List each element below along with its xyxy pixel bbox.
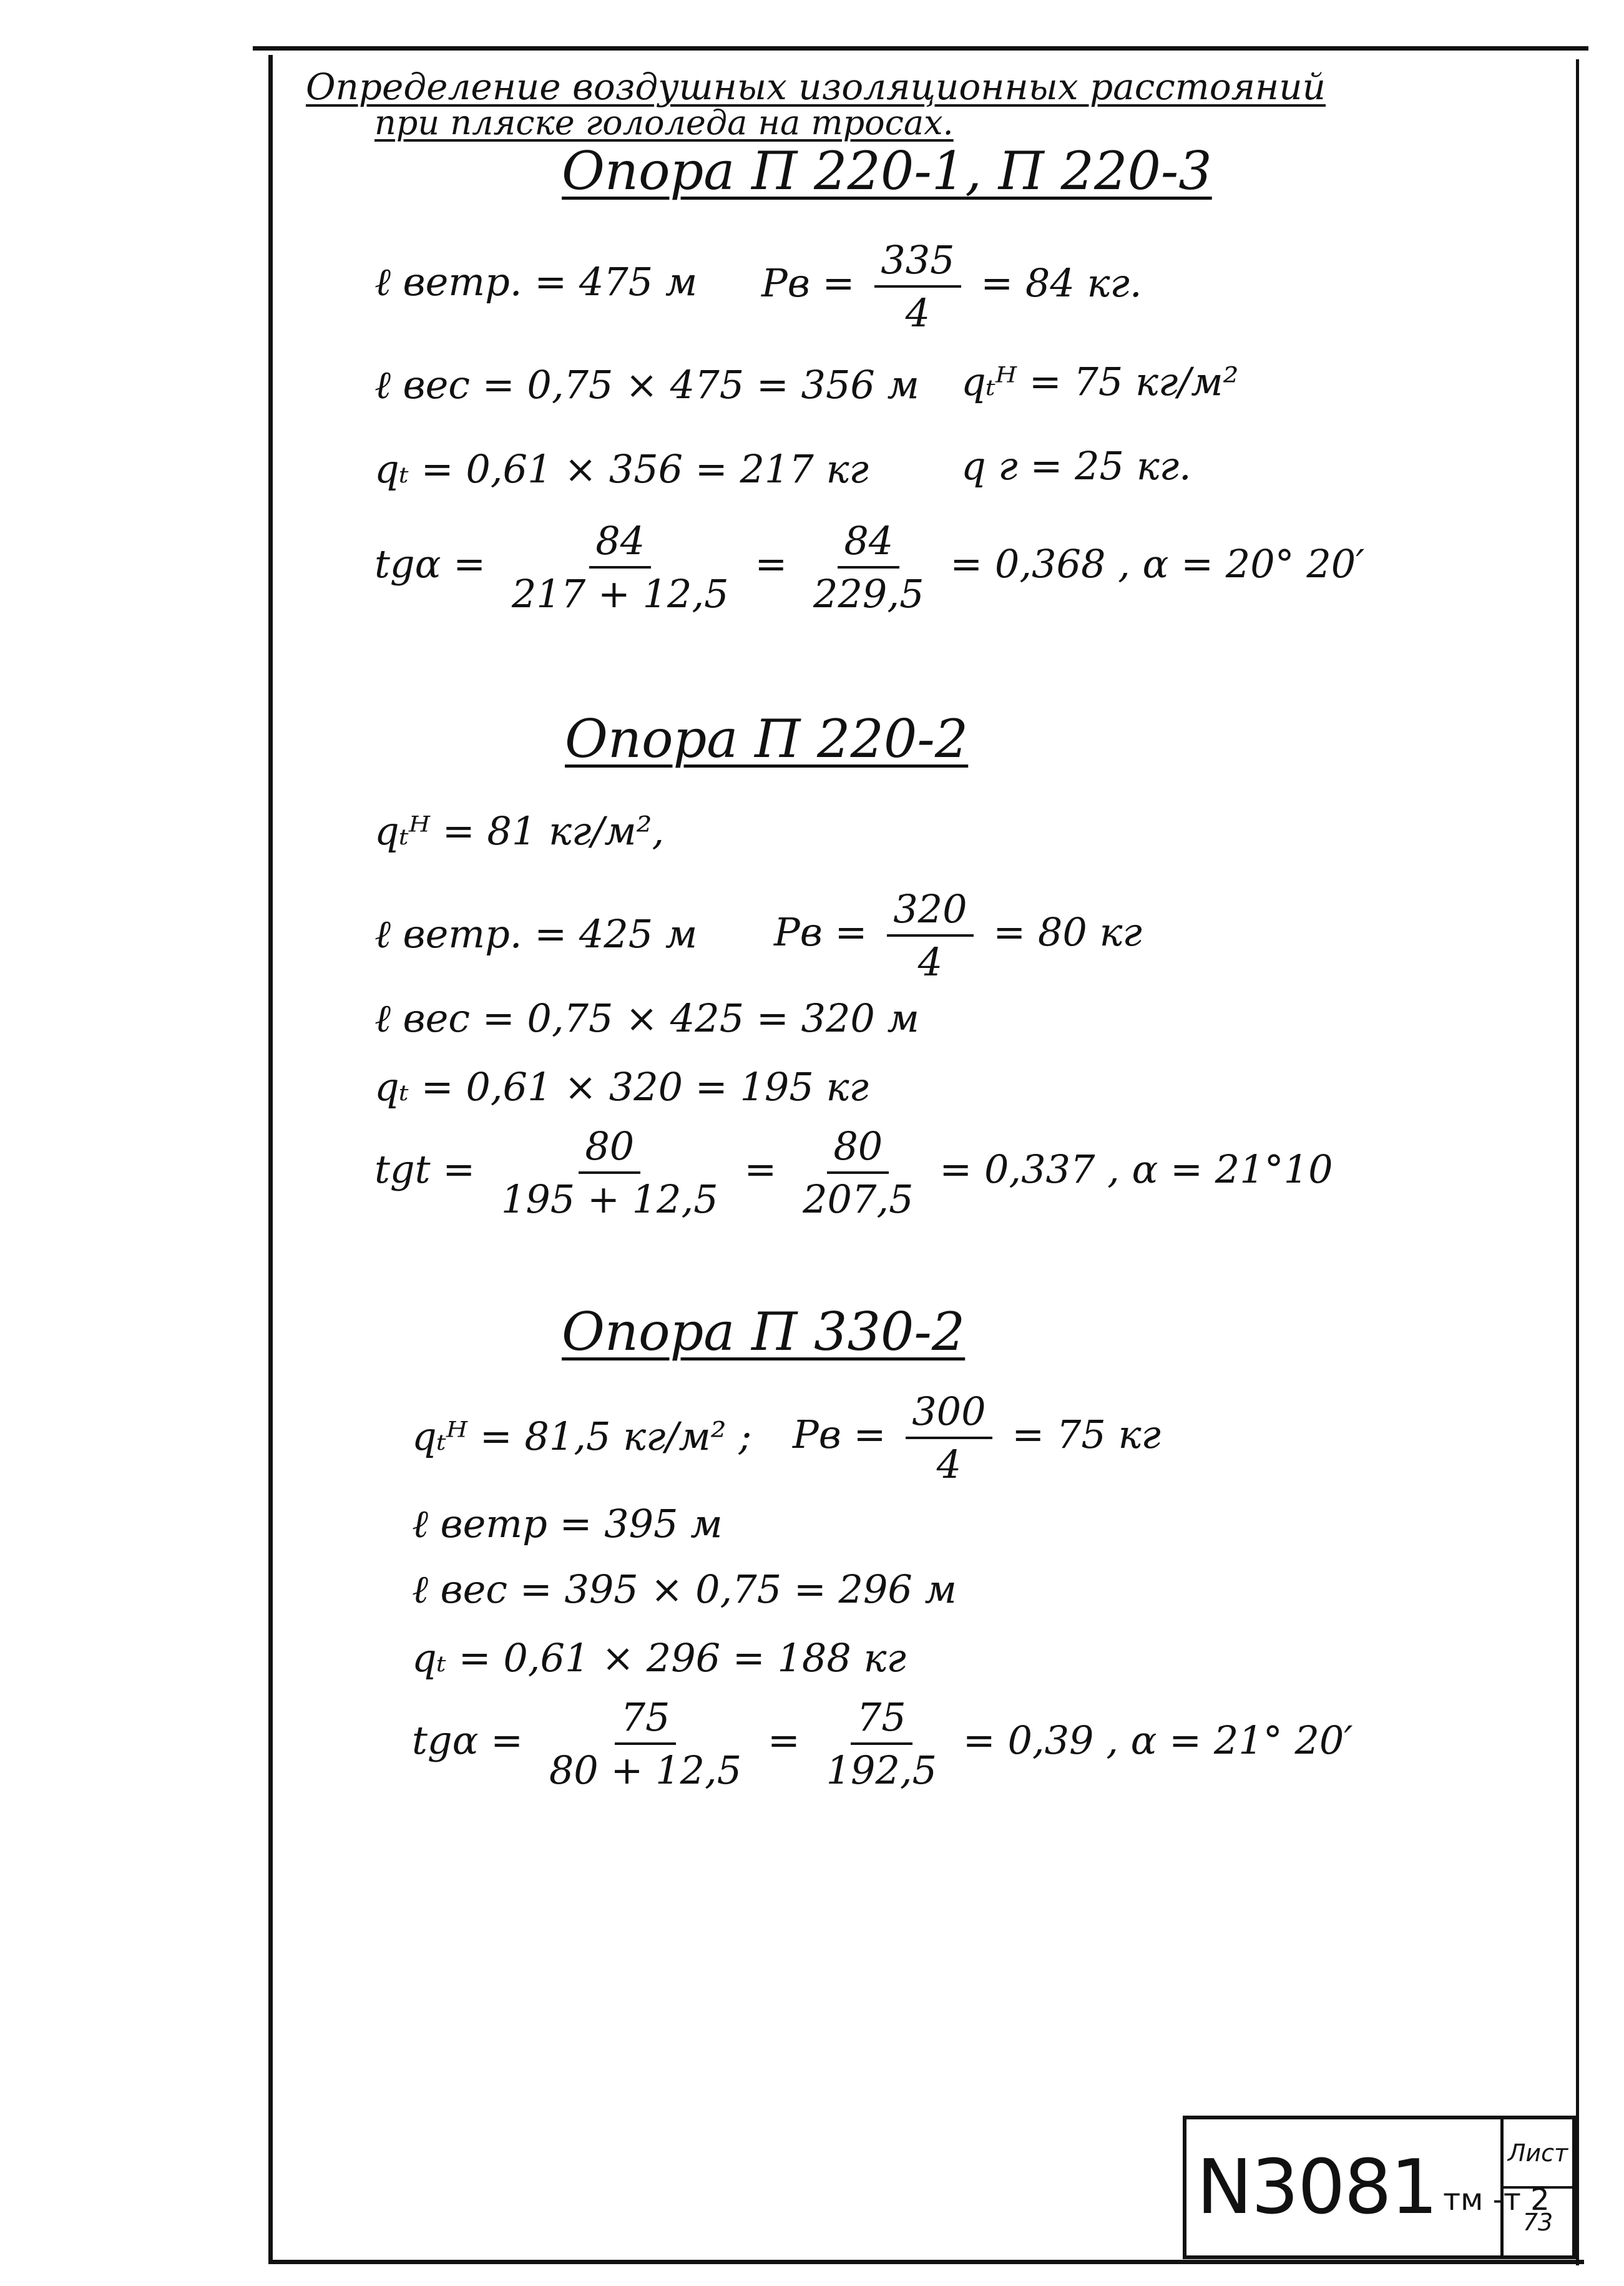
equals-sign: = <box>744 1146 777 1193</box>
equals-sign: = <box>767 1717 800 1764</box>
section1-p-fraction <box>874 237 961 336</box>
section3-p-den: 4 <box>936 1442 962 1487</box>
document-stamp <box>1183 2116 1576 2259</box>
section1-q-t: qₜ = 0,61 × 356 = 217 кг <box>374 446 869 492</box>
sheet-label: Лист <box>1504 2119 1572 2189</box>
section3-tg-den1: 80 + 12,5 <box>549 1747 742 1793</box>
section2-l-weight: ℓ вес = 0,75 × 425 = 320 м <box>374 995 919 1041</box>
section2-tg-den1: 195 + 12,5 <box>501 1176 718 1222</box>
section2-tg-fraction-2 <box>796 1123 920 1222</box>
section3-heading: Опора П 330-2 <box>562 1301 966 1362</box>
section2-tg-fraction-1 <box>495 1123 725 1222</box>
section1-tg-fraction-2 <box>807 518 931 617</box>
section3-p-fraction <box>906 1389 992 1487</box>
section1-p-formula <box>761 237 1142 336</box>
section2-q-norm: qₜᴴ = 81 кг/м², <box>374 808 665 854</box>
section1-p-num: 335 <box>874 237 961 288</box>
section2-tg-lhs: tgt = <box>374 1146 476 1193</box>
section2-p-fraction <box>887 886 973 985</box>
section1-l-wind: ℓ ветр. = 475 м <box>374 259 698 305</box>
section2-tg-den2: 207,5 <box>803 1176 914 1222</box>
section3-tg-num2: 75 <box>851 1694 912 1745</box>
section3-p-rhs: = 75 кг <box>1012 1412 1161 1458</box>
section2-p-rhs: = 80 кг <box>993 909 1142 955</box>
section3-q-norm: qₜᴴ = 81,5 кг/м² ; <box>412 1414 752 1459</box>
section3-tg-den2: 192,5 <box>826 1747 937 1793</box>
section3-tg-rhs: = 0,39 , α = 21° 20′ <box>962 1717 1353 1764</box>
section1-tg-den2: 229,5 <box>813 571 924 617</box>
equals-sign: = <box>755 541 788 587</box>
section1-tg-lhs: tgα = <box>374 541 486 587</box>
section1-q-norm: qₜᴴ = 75 кг/м² <box>961 359 1239 404</box>
right-border-line <box>1576 59 1579 2265</box>
top-border-line <box>253 46 1588 51</box>
section2-l-wind: ℓ ветр. = 425 м <box>374 911 698 957</box>
section1-l-weight: ℓ вес = 0,75 × 475 = 356 м <box>374 362 919 408</box>
section2-p-formula <box>774 886 1142 985</box>
section2-tg-formula <box>374 1123 1333 1222</box>
section1-tg-num1: 84 <box>589 518 651 569</box>
section1-tg-fraction-1 <box>506 518 735 617</box>
section3-tg-lhs: tgα = <box>412 1717 524 1764</box>
stamp-suffix: тм -т 2 <box>1443 2182 1550 2217</box>
section1-tg-den1: 217 + 12,5 <box>511 571 729 617</box>
section2-tg-num2: 80 <box>827 1123 889 1174</box>
section3-q-t: qₜ = 0,61 × 296 = 188 кг <box>412 1635 906 1681</box>
sheet-number: 73 <box>1522 2208 1553 2236</box>
section3-p-formula <box>793 1389 1161 1487</box>
section1-p-den: 4 <box>905 290 931 336</box>
section3-tg-fraction-2 <box>820 1694 944 1793</box>
section2-heading: Опора П 220-2 <box>565 708 969 769</box>
document-title-line-1: Определение воздушных изоляционных расстояний <box>306 66 1326 108</box>
section2-p-den: 4 <box>917 939 943 985</box>
section3-l-wind: ℓ ветр = 395 м <box>412 1501 723 1546</box>
document-title-line-2: при пляске гололеда на тросах. <box>374 103 954 142</box>
section1-tg-rhs: = 0,368 , α = 20° 20′ <box>950 541 1365 587</box>
section3-p-lhs: Рв = <box>793 1412 886 1458</box>
section2-tg-num1: 80 <box>579 1123 640 1174</box>
section3-tg-num1: 75 <box>615 1694 677 1745</box>
section2-q-t: qₜ = 0,61 × 320 = 195 кг <box>374 1064 869 1110</box>
section3-tg-formula <box>412 1694 1353 1793</box>
section2-p-num: 320 <box>887 886 973 937</box>
sheet-number-box <box>1500 2119 1572 2255</box>
section2-tg-rhs: = 0,337 , α = 21°10 <box>939 1146 1333 1193</box>
section3-l-weight: ℓ вес = 395 × 0,75 = 296 м <box>412 1566 957 1612</box>
stamp-code: N3081 <box>1196 2144 1437 2231</box>
section1-heading: Опора П 220-1, П 220-3 <box>562 140 1212 202</box>
section1-p-rhs: = 84 кг. <box>981 260 1142 306</box>
section1-tg-formula <box>374 518 1364 617</box>
section1-p-lhs: Рв = <box>761 260 855 306</box>
section1-q-g: q г = 25 кг. <box>961 443 1191 489</box>
section3-tg-fraction-1 <box>543 1694 748 1793</box>
section2-p-lhs: Рв = <box>774 909 868 955</box>
section3-p-num: 300 <box>906 1389 992 1439</box>
section1-tg-num2: 84 <box>838 518 899 569</box>
